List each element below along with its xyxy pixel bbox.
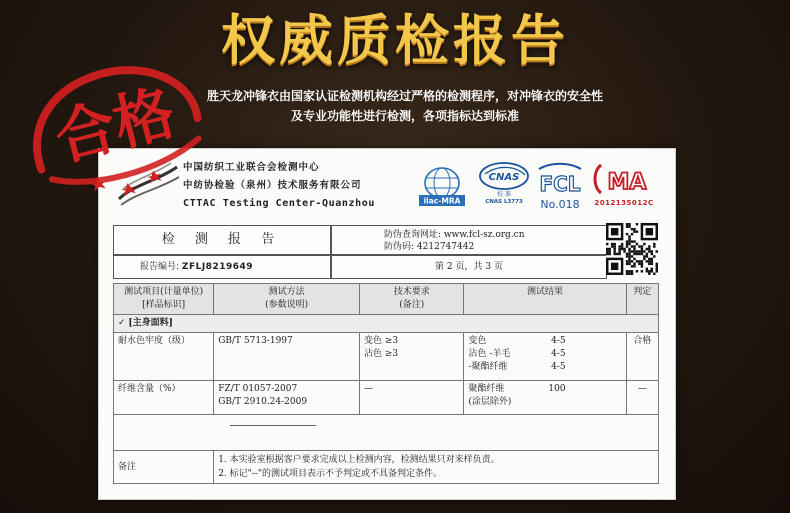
cnas-number: CNAS L3773 — [485, 199, 523, 205]
fcl-number: No.018 — [540, 198, 580, 211]
cnas-text: CNAS — [488, 172, 520, 183]
notes-label: 备注 — [114, 451, 214, 484]
stamp-text: 合格 — [48, 77, 182, 175]
section-label: ✓ [主身面料] — [114, 315, 659, 333]
cnas-logo — [477, 161, 531, 213]
cma-logo — [591, 161, 657, 211]
fcl-mark-icon — [535, 161, 585, 197]
header-item: 测试项目(计量单位) [样品标识] — [114, 284, 214, 315]
verify-code-value: 4212747442 — [416, 242, 475, 252]
qr-code-icon — [606, 223, 658, 275]
row2-verdict: — — [626, 381, 658, 415]
section-row — [114, 315, 659, 333]
headline: 权威质检报告 — [221, 9, 569, 72]
ilac-text: ilac-MRA — [423, 196, 461, 206]
org-company-cn: 中纺协检验（泉州）技术服务有限公司 — [183, 180, 362, 191]
intro-line-1: 胜天龙冲锋衣由国家认证检测机构经过严格的检测程序，对冲锋衣的安全性 — [206, 89, 603, 103]
intro-line-2: 及专业功能性进行检测，各项指标达到标准 — [290, 109, 519, 123]
row2-item: 纤维含量（%） — [114, 381, 214, 415]
row1-item: 耐水色牢度（级） — [114, 333, 214, 381]
qualified-stamp — [18, 58, 218, 218]
cnas-seal-icon — [477, 161, 531, 191]
ma-text: MA — [607, 170, 647, 195]
cnas-label: 校 准 — [497, 191, 511, 198]
verify-site-label: 防伪查询网址: — [384, 230, 442, 240]
table-row — [114, 333, 659, 381]
org-name-en: CTTAC Testing Center-Quanzhou — [183, 198, 375, 209]
report-number — [113, 255, 331, 279]
row1-result: 变色 4-5 沾色 -羊毛 4-5 -聚酯纤维 4-5 — [464, 333, 626, 381]
report-title: 检 测 报 告 — [113, 225, 331, 255]
header-verdict: 判定 — [626, 284, 658, 315]
blank-row — [114, 415, 659, 451]
note-2: 2. 标记"--"的测试项目表示不予判定或不具备判定条件。 — [218, 469, 443, 479]
report-number-label: 报告编号: — [140, 262, 180, 272]
fcl-logo — [535, 161, 585, 213]
check-icon: ✓ — [118, 318, 126, 328]
test-results-table — [113, 283, 659, 484]
end-line — [230, 425, 316, 426]
org-name-cn: 中国纺织工业联合会检测中心 — [183, 162, 320, 173]
verify-code-label: 防伪码: — [384, 242, 415, 252]
row2-requirement: — — [360, 381, 464, 415]
notes-content — [214, 451, 659, 484]
table-header-row — [114, 284, 659, 315]
header-method: 测试方法 (参数说明) — [214, 284, 360, 315]
ilac-globe-icon — [417, 165, 467, 209]
cma-mark-icon — [591, 161, 657, 197]
row1-method: GB/T 5713-1997 — [214, 333, 360, 381]
notes-row — [114, 451, 659, 484]
row2-result: 聚酯纤维 100 (涂层除外) — [464, 381, 626, 415]
verify-site-value: www.fcl-sz.org.cn — [443, 230, 525, 240]
row2-method: FZ/T 01057-2007 GB/T 2910.24-2009 — [214, 381, 360, 415]
header-requirement: 技术要求 (备注) — [360, 284, 464, 315]
fcl-text: FCL — [539, 172, 581, 196]
ilac-mra-logo — [417, 165, 467, 209]
row1-verdict: 合格 — [626, 333, 658, 381]
cma-number: 2012135012C — [594, 199, 654, 207]
header-result: 测试结果 — [464, 284, 626, 315]
anti-counterfeit-box — [331, 225, 607, 255]
page-info: 第 2 页，共 3 页 — [331, 255, 607, 279]
table-row — [114, 381, 659, 415]
row1-requirement: 变色 ≥3 沾色 ≥3 — [360, 333, 464, 381]
report-number-value: ZFLJ8219649 — [181, 262, 254, 272]
note-1: 1. 本实验室根据客户要求完成以上检测内容，检测结果只对来样负责。 — [218, 455, 500, 465]
